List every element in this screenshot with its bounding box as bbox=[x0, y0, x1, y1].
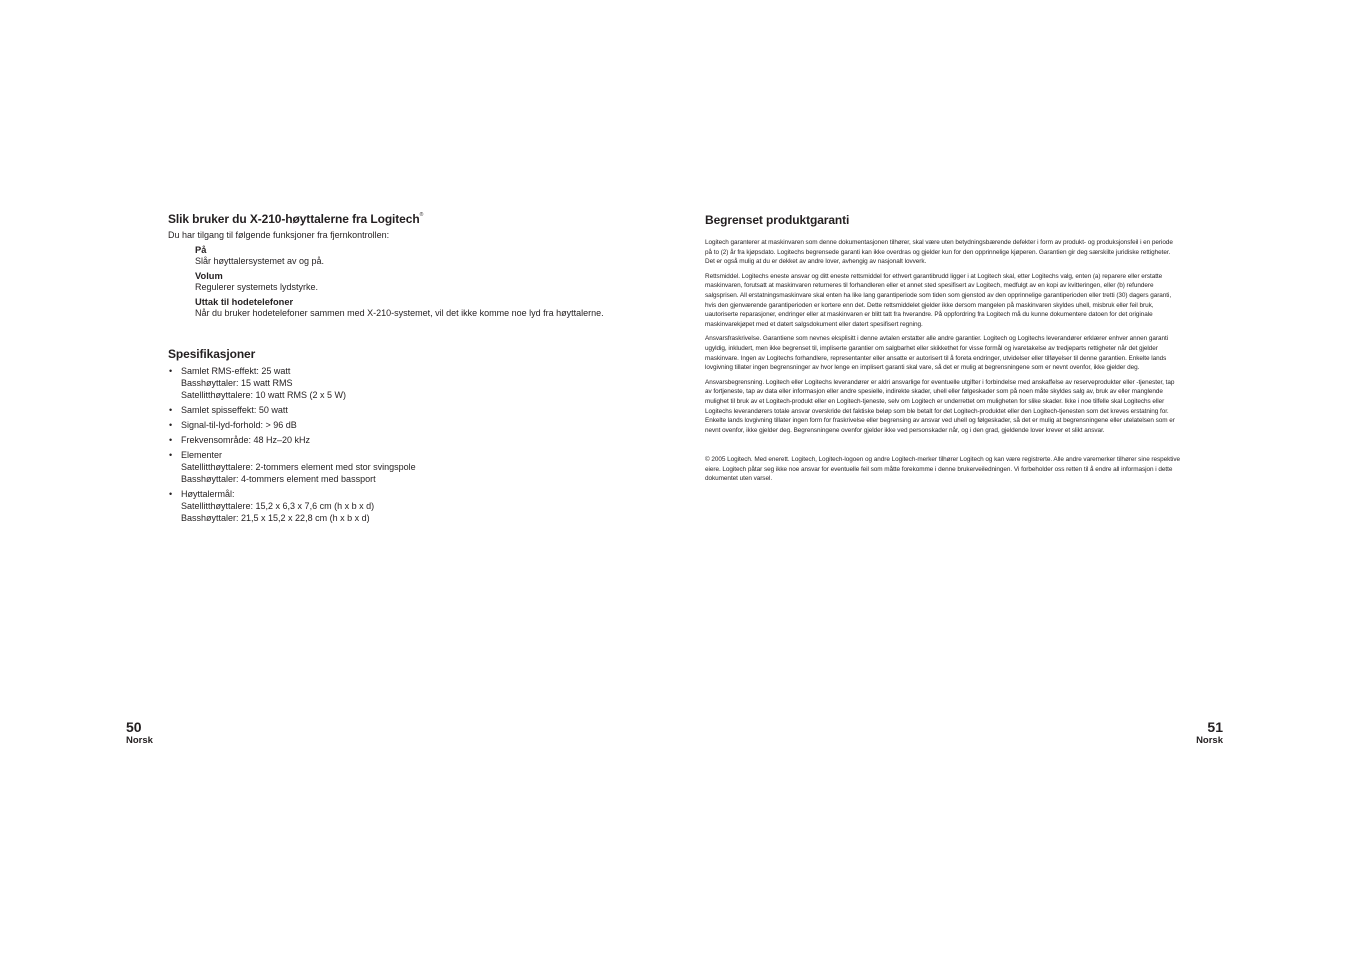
left-page bbox=[168, 212, 648, 527]
usage-intro: Du har tilgang til følgende funksjoner fra fjernkontrollen: bbox=[168, 230, 390, 240]
function-power bbox=[195, 245, 648, 267]
spec-item-peak bbox=[168, 404, 648, 416]
bullet-icon: • bbox=[169, 489, 173, 499]
warranty-text bbox=[705, 238, 1181, 484]
function-title: Volum bbox=[195, 271, 223, 281]
spec-sub: Basshøyttaler: 21,5 x 15,2 x 22,8 cm (h x b x d) bbox=[181, 513, 370, 523]
bullet-icon: • bbox=[169, 366, 173, 376]
spec-item-elements bbox=[168, 449, 648, 485]
spec-item-rms bbox=[168, 365, 648, 401]
specs-heading: Spesifikasjoner bbox=[168, 347, 256, 361]
bullet-icon: • bbox=[169, 405, 173, 415]
function-description: Regulerer systemets lydstyrke. bbox=[195, 282, 319, 292]
warranty-paragraph: Rettsmiddel. Logitechs eneste ansvar og ditt eneste rettsmiddel for ethvert garantibrudd ligger i at Logitech skal, etter Logitechs valg, enten (a) reparere eller erstatte maskinvaren, forutsatt at maskinvaren returneres til forhandleren eller et annet sted spesifisert av Logitech, medfulgt av en kopi av kvitteringen, eller (b) refundere salgsprisen. All erstatningsmaskinvare skal enten ha like lang garantiperiode som tiden som gjenstod av den opprinnelige garantiperioden eller tretti (30) dagers garanti, hvis den gjenværende garantiperioden er kortere enn det. Dette rettsmiddelet gjelder ikke dersom mangelen på maskinvaren skyldes uhell, misbruk eller feil bruk, uautoriserte reparasjoner, endringer eller at maskinvaren er blitt tatt fra hverandre. På oppfordring fra Logitech må du kunne dokumentere datoen for det originale maskinvarekjøpet med et datert salgsdokument eller datert spesifisert regning. bbox=[705, 272, 1172, 328]
bullet-icon: • bbox=[169, 435, 173, 445]
spec-sub: Satellitthøyttalere: 10 watt RMS (2 x 5 W) bbox=[181, 390, 347, 400]
bullet-icon: • bbox=[169, 450, 173, 460]
warranty-paragraph: Ansvarsbegrensning. Logitech eller Logitechs leverandører er aldri ansvarlige for eventuelle utgifter i forbindelse med anskaffelse av reserveprodukter eller -tjenester, tap av fortjeneste, tap av data eller informasjon eller andre spesielle, indirekte skader, uhell eller følgeskader som på noen måte skyldes salg av, bruk av eller manglende mulighet til bruk av et Logitech-produkt eller en Logitech-tjeneste, selv om Logitech er underrettet om muligheten for slike skader. Ikke i noe tilfelle skal Logitechs eller Logitechs leverandørers totale ansvar overskride det faktiske beløp som ble betalt for det Logitech-produktet eller den Logitech-tjenesten som det kreves erstatning for. Enkelte lands lovgivning tillater ingen form for fraskrivelse eller begrensing av ansvar ved uhell og følgeskader, så det er mulig at begrensningene eller utelatelsen som er nevnt ovenfor, ikke gjelder deg. Begrensningene ovenfor gjelder ikke ved personskader når, og i den grad, gjeldende lover krever et slikt ansvar. bbox=[705, 378, 1175, 434]
spec-sub: Satellitthøyttalere: 15,2 x 6,3 x 7,6 cm (h x b x d) bbox=[181, 501, 375, 511]
function-description: Slår høyttalersystemet av og på. bbox=[195, 256, 325, 266]
spec-sub: Basshøyttaler: 15 watt RMS bbox=[181, 378, 293, 388]
function-volume bbox=[195, 271, 648, 293]
registered-mark: ® bbox=[419, 212, 424, 218]
spec-main: Frekvensområde: 48 Hz–20 kHz bbox=[181, 435, 311, 445]
page-footer-left bbox=[126, 719, 153, 747]
page-footer-right bbox=[1196, 719, 1223, 747]
spec-main: Elementer bbox=[181, 450, 223, 460]
function-title: Uttak til hodetelefoner bbox=[195, 297, 294, 307]
spec-main: Signal-til-lyd-forhold: > 96 dB bbox=[181, 420, 297, 430]
spec-item-frequency bbox=[168, 434, 648, 446]
function-title: På bbox=[195, 245, 207, 255]
function-headphones bbox=[195, 297, 648, 319]
usage-heading-text: Slik bruker du X-210-høyttalerne fra Logitech bbox=[168, 212, 420, 226]
warranty-paragraph: Logitech garanterer at maskinvaren som denne dokumentasjonen tilhører, skal være uten betydningsbærende defekter i form av produkt- og produksjonsfeil i en periode på to (2) år fra kjøpsdato. Logitechs begrensede garanti kan ikke overdras og gjelder kun for den opprinnelige kjøperen. Garantien gir deg særskilte juridiske rettigheter. Det er også mulig at du er dekket av andre lover, avhengig av nasjonalt lovverk. bbox=[705, 239, 1173, 266]
page-language: Norsk bbox=[1196, 735, 1223, 746]
spec-sub: Basshøyttaler: 4-tommers element med bassport bbox=[181, 474, 376, 484]
page-language: Norsk bbox=[126, 735, 153, 746]
spec-item-dimensions bbox=[168, 488, 648, 524]
spec-sub: Satellitthøyttalere: 2-tommers element med stor svingspole bbox=[181, 462, 416, 472]
usage-heading bbox=[168, 212, 648, 226]
spec-item-snr bbox=[168, 419, 648, 431]
page-number: 51 bbox=[1207, 719, 1223, 735]
copyright-notice: © 2005 Logitech. Med enerett. Logitech, Logitech-logoen og andre Logitech-merker tilhører Logitech og kan være registrerte. Alle andre varemerker tilhører sine respektive eiere. Logitech påtar seg ikke noe ansvar for eventuelle feil som måtte forekomme i denne brukerveiledningen. Vi forbeholder oss retten til å endre all informasjon i dette dokumentet uten varsel. bbox=[705, 456, 1181, 483]
spec-main: Samlet spisseffekt: 50 watt bbox=[181, 405, 288, 415]
warranty-paragraph: Ansvarsfraskrivelse. Garantiene som nevnes eksplisitt i denne avtalen erstatter alle andre garantier. Logitech og Logitechs leverandører erklærer enhver annen garanti ugyldig, inkludert, men ikke begrenset til, impliserte garantier om salgbarhet eller skikkethet for visse formål og ivaretakelse av tredjeparts rettigheter når det gjelder maskinvare. Ingen av Logitechs forhandlere, representanter eller ansatte er autorisert til å foreta endringer, utvidelser eller tilføyelser til denne garantien. Enkelte lands lovgivning tillater ingen begrensninger av hvor lenge en implisert garanti skal vare, så det er mulig at begrensningene som er nevnt ovenfor, ikke gjelder deg. bbox=[705, 335, 1169, 372]
warranty-heading: Begrenset produktgaranti bbox=[705, 213, 850, 227]
bullet-icon: • bbox=[169, 420, 173, 430]
spec-main: Samlet RMS-effekt: 25 watt bbox=[181, 366, 291, 376]
function-description: Når du bruker hodetelefoner sammen med X-210-systemet, vil det ikke komme noe lyd fra høyttalerne. bbox=[195, 308, 604, 318]
specs-list bbox=[168, 365, 648, 524]
page-number: 50 bbox=[126, 719, 142, 735]
right-page bbox=[705, 213, 1181, 489]
spec-main: Høyttalermål: bbox=[181, 489, 235, 499]
